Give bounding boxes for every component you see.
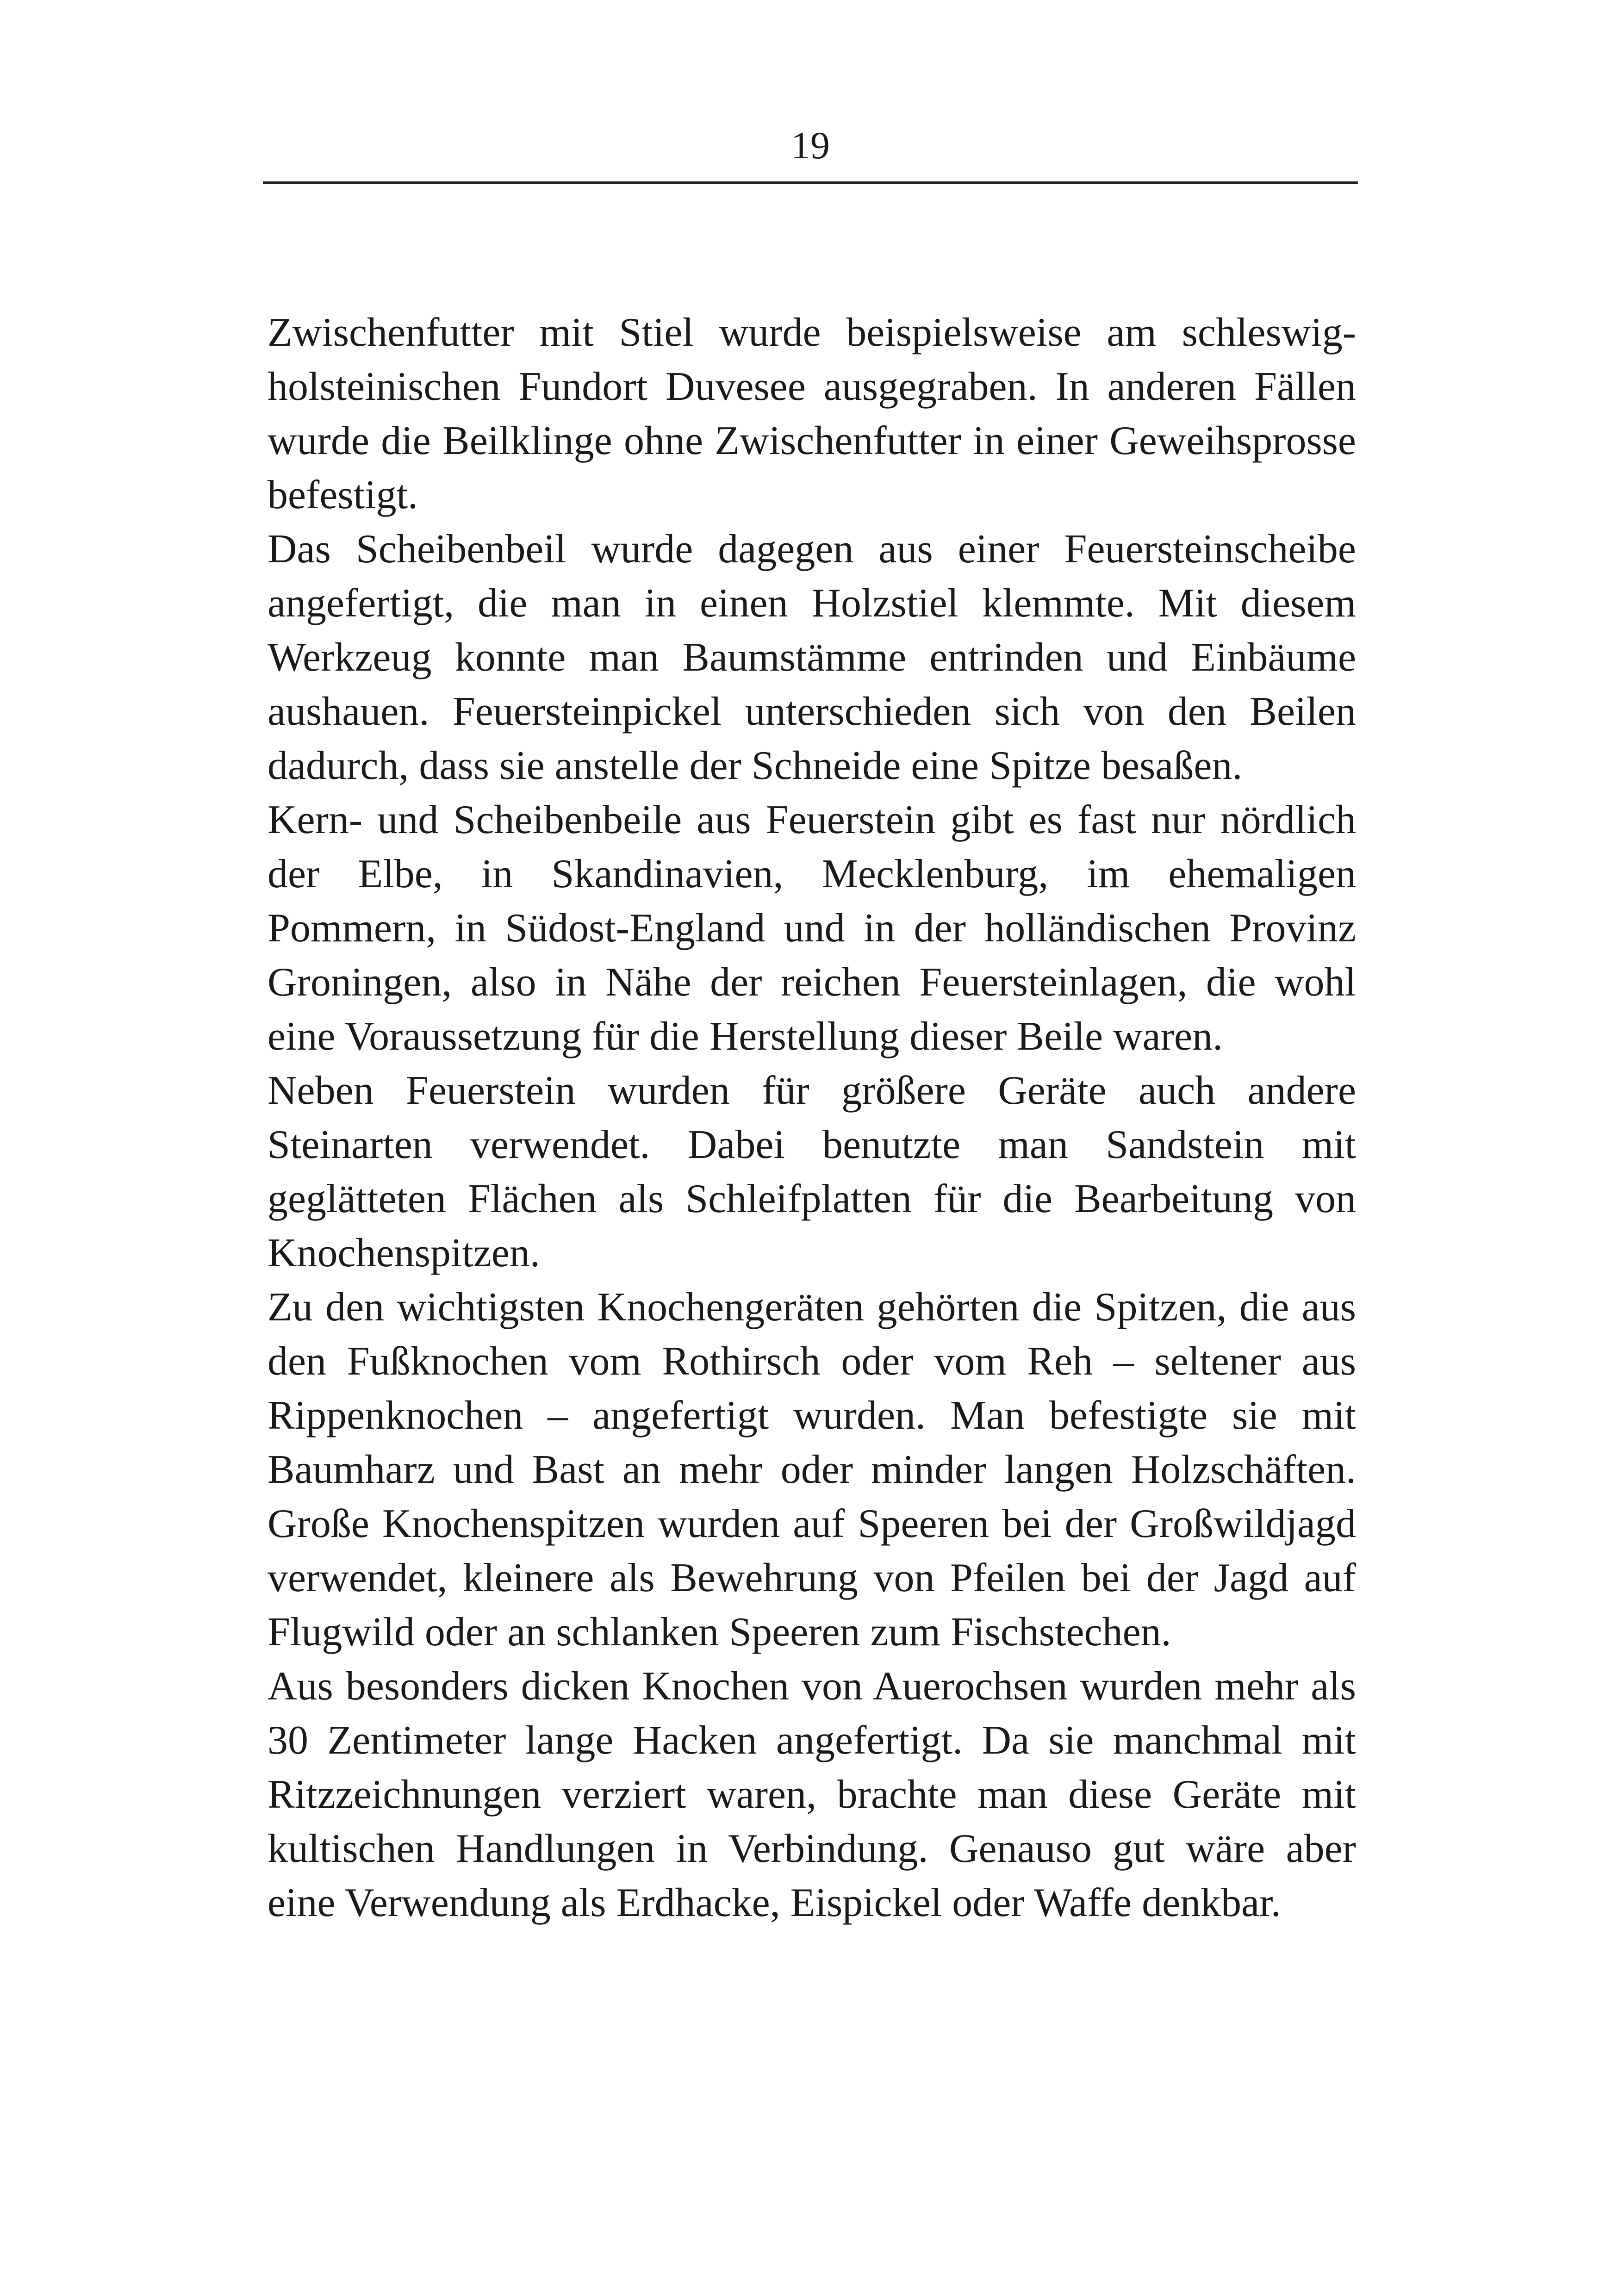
paragraph-6: Aus besonders dicken Knochen von Auerochsen wurden mehr als 30 Zentimeter lange Hacken angefertigt. Da sie manchmal mit Ritzzeichnungen verziert waren, brachte man diese Geräte mit kultischen Handlungen in Verbindung. Genauso gut wäre aber eine Verwendung als Erdhacke, Eispickel oder Waffe denkbar. (268, 1664, 1356, 1925)
body-text (268, 305, 1356, 1930)
paragraph-4: Neben Feuerstein wurden für größere Geräte auch andere Steinarten verwendet. Dabei benutzte man Sandstein mit geglätteten Flächen als Schleifplatten für die Bearbeitung von Knochenspitzen. (268, 1068, 1356, 1276)
page-number: 19 (791, 124, 830, 167)
page-header (263, 118, 1358, 174)
paragraph-3: Kern- und Scheibenbeile aus Feuerstein gibt es fast nur nördlich der Elbe, in Skandinavien, Mecklenburg, im ehemaligen Pommern, in Südost-England und in der holländischen Provinz Groningen, also in Nähe der reichen Feuersteinlagen, die wohl eine Voraussetzung für die Herstellung dieser Beile waren. (268, 797, 1356, 1059)
paragraph-5: Zu den wichtigsten Knochengeräten gehörten die Spitzen, die aus den Fußknochen vom Rothirsch oder vom Reh – seltener aus Rippenknochen – angefertigt wurden. Man befestigte sie mit Baumharz und Bast an mehr oder minder langen Holzschäften. Große Knochenspitzen wurden auf Speeren bei der Großwildjagd verwendet, kleinere als Bewehrung von Pfeilen bei der Jagd auf Flugwild oder an schlanken Speeren zum Fischstechen. (268, 1285, 1356, 1655)
paragraph-1: Zwischenfutter mit Stiel wurde beispielsweise am schleswig-holsteinischen Fundort Duvesee ausgegraben. In anderen Fällen wurde die Beilklinge ohne Zwischenfutter in einer Geweihsprosse befestigt. (268, 310, 1356, 517)
paragraph-2: Das Scheibenbeil wurde dagegen aus einer Feuersteinscheibe angefertigt, die man in einen Holzstiel klemmte. Mit diesem Werkzeug konnte man Baumstämme entrinden und Einbäume aushauen. Feuersteinpickel unterschieden sich von den Beilen dadurch, dass sie anstelle der Schneide eine Spitze besaßen. (268, 527, 1356, 788)
header-rule (263, 181, 1358, 184)
